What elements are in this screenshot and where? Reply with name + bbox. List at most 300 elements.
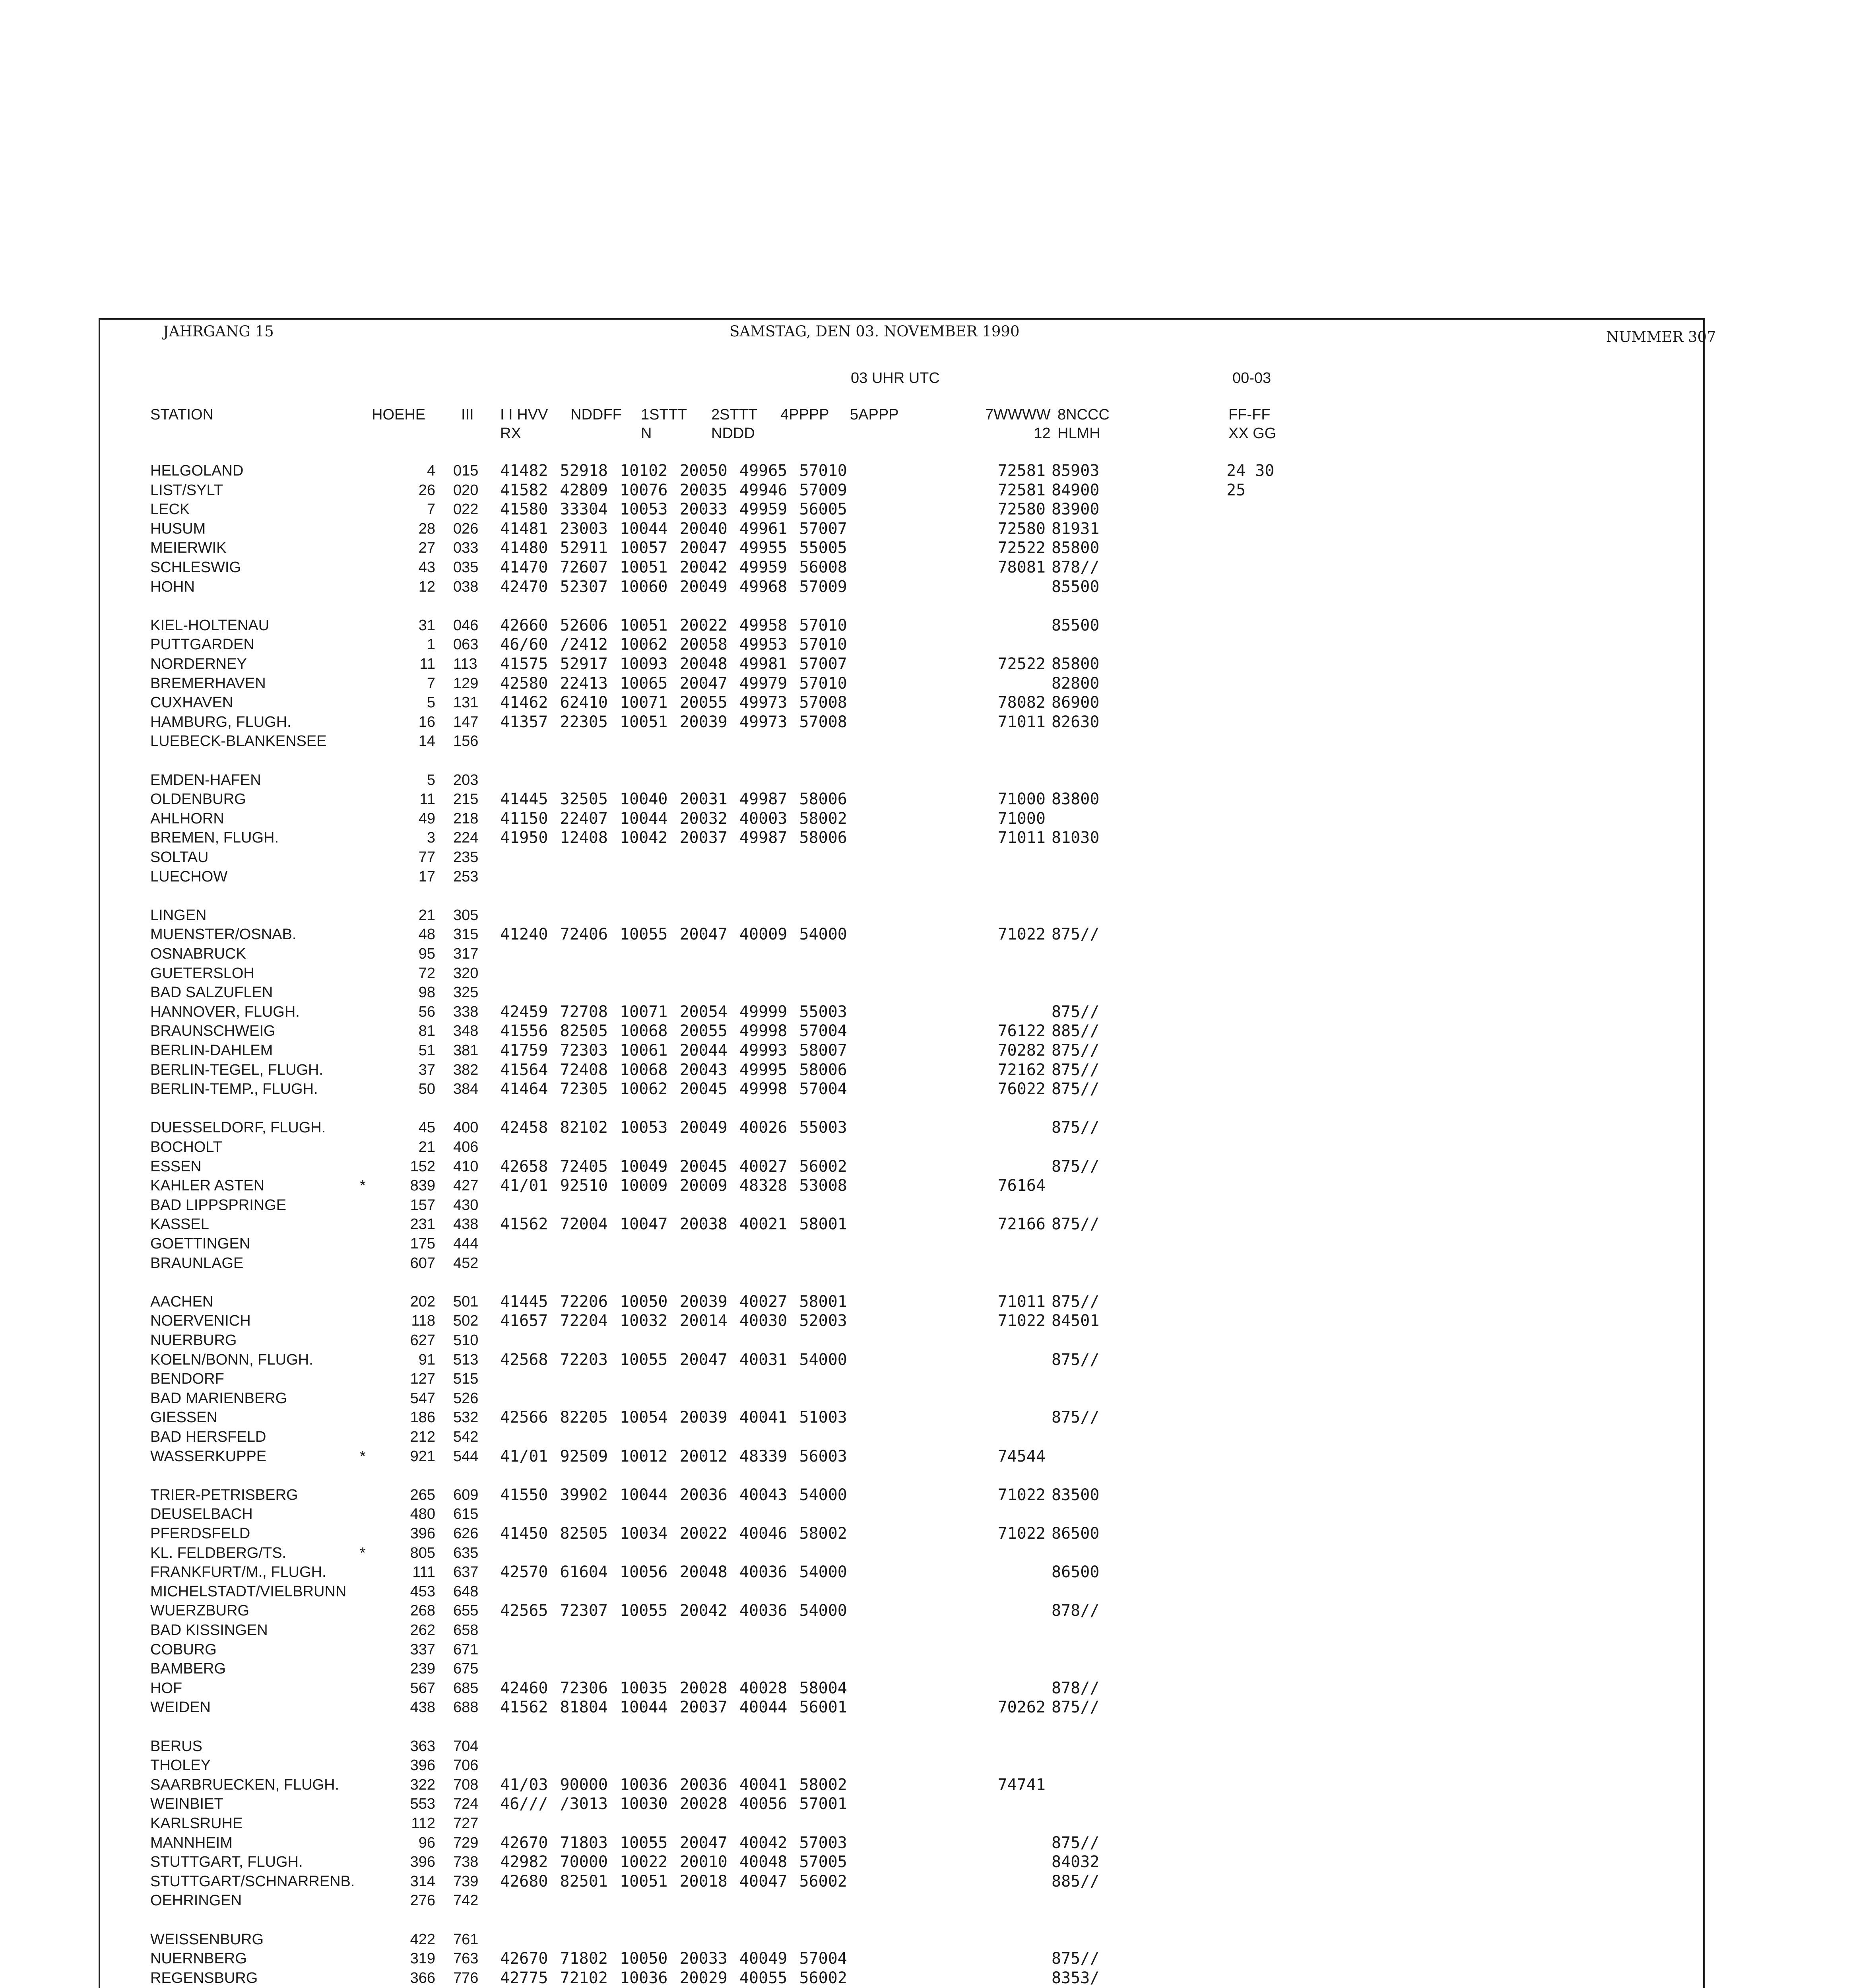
station-height: 21 <box>418 1139 435 1155</box>
station-name: BERUS <box>150 1738 202 1755</box>
cloud-group: 83800 <box>1052 790 1100 809</box>
weather-group: 71022 <box>997 1485 1046 1504</box>
station-name: BAD HERSFELD <box>150 1429 266 1445</box>
station-id: 427 <box>453 1177 479 1194</box>
station-id: 532 <box>453 1409 479 1426</box>
station-height: 480 <box>410 1506 435 1523</box>
weather-group: 72166 <box>997 1215 1046 1234</box>
station-height: 422 <box>410 1931 435 1948</box>
synop-groups: 42458 82102 10053 20049 40026 55003 <box>500 1118 847 1137</box>
station-id: 729 <box>453 1834 479 1851</box>
station-name: AACHEN <box>150 1293 213 1310</box>
station-name: GUETERSLOH <box>150 965 254 982</box>
station-id: 384 <box>453 1081 479 1098</box>
synop-groups: 42570 61604 10056 20048 40036 54000 <box>500 1563 847 1582</box>
station-height: 3 <box>427 829 435 846</box>
cloud-group: 875// <box>1052 1002 1100 1021</box>
station-name: KAHLER ASTEN <box>150 1177 265 1194</box>
station-height: 337 <box>410 1641 435 1658</box>
station-id: 704 <box>453 1738 479 1755</box>
synop-groups: 41470 72607 10051 20042 49959 56008 <box>500 558 847 577</box>
station-name: ESSEN <box>150 1158 202 1175</box>
station-height: 118 <box>411 1312 435 1330</box>
station-id: 338 <box>453 1003 479 1020</box>
time-range-label: 00-03 <box>1232 370 1271 386</box>
station-name: DUESSELDORF, FLUGH. <box>150 1119 326 1136</box>
station-height: 202 <box>410 1293 435 1310</box>
station-name: LECK <box>150 501 190 518</box>
synop-groups: 42580 22413 10065 20047 49979 57010 <box>500 674 847 693</box>
station-id: 317 <box>453 945 479 962</box>
station-name: BERLIN-DAHLEM <box>150 1042 273 1059</box>
synop-groups: 41150 22407 10044 20032 40003 58002 <box>500 809 847 828</box>
station-height: 567 <box>410 1679 435 1697</box>
synop-groups: 41950 12408 10042 20037 49987 58006 <box>500 829 847 847</box>
synop-groups: 41481 23003 10044 20040 49961 57007 <box>500 519 847 538</box>
station-name: KOELN/BONN, FLUGH. <box>150 1351 313 1368</box>
synop-groups: 42680 82501 10051 20018 40047 56002 <box>500 1872 847 1891</box>
station-id: 253 <box>453 868 479 885</box>
station-id: 742 <box>453 1892 479 1909</box>
station-id: 648 <box>453 1583 479 1600</box>
station-height: 268 <box>410 1602 435 1619</box>
synop-groups: 41482 52918 10102 20050 49965 57010 <box>500 462 847 480</box>
col-hoehe: HOEHE <box>372 406 426 423</box>
station-height: 366 <box>410 1969 435 1986</box>
station-name: LUEBECK-BLANKENSEE <box>150 733 327 750</box>
weather-group: 74741 <box>997 1775 1046 1794</box>
station-name: WEINBIET <box>150 1796 223 1813</box>
cloud-group: 83900 <box>1052 500 1100 519</box>
station-id: 224 <box>453 829 479 846</box>
station-height: 186 <box>410 1409 435 1426</box>
cloud-group: 8353/ <box>1052 1969 1100 1987</box>
synop-groups: 41240 72406 10055 20047 40009 54000 <box>500 925 847 944</box>
cloud-group: 885// <box>1052 1872 1100 1891</box>
cloud-group: 875// <box>1052 1350 1100 1369</box>
weather-group: 71000 <box>997 790 1046 809</box>
station-id: 510 <box>453 1332 479 1349</box>
col-2sttt: 2STTT NDDD <box>711 406 758 442</box>
synop-groups: 41445 32505 10040 20031 49987 58006 <box>500 790 847 809</box>
station-id: 501 <box>453 1293 479 1310</box>
station-name: BREMERHAVEN <box>150 675 266 692</box>
station-height: 322 <box>410 1776 435 1793</box>
station-id: 215 <box>453 791 479 808</box>
station-name: PUTTGARDEN <box>150 636 254 653</box>
station-height: 14 <box>418 733 435 750</box>
station-id: 706 <box>453 1757 479 1774</box>
station-height: 26 <box>418 481 435 499</box>
col-nddff: NDDFF <box>570 406 622 423</box>
synop-groups: 41562 72004 10047 20038 40021 58001 <box>500 1215 847 1234</box>
station-id: 763 <box>453 1950 479 1967</box>
cloud-group: 875// <box>1052 1949 1100 1968</box>
station-name: BRAUNLAGE <box>150 1254 244 1272</box>
synop-groups: 42568 72203 10055 20047 40031 54000 <box>500 1350 847 1369</box>
station-id: 671 <box>453 1641 479 1658</box>
station-name: BAD KISSINGEN <box>150 1622 268 1639</box>
station-height: 805 <box>410 1544 435 1561</box>
station-name: DEUSELBACH <box>150 1506 253 1523</box>
station-name: BAD LIPPSPRINGE <box>150 1196 287 1213</box>
station-height: 265 <box>410 1486 435 1503</box>
cloud-group: 875// <box>1052 1080 1100 1099</box>
synop-groups: 42775 72102 10036 20029 40055 56002 <box>500 1969 847 1987</box>
station-id: 147 <box>453 713 479 730</box>
station-height: 212 <box>410 1429 435 1445</box>
synop-groups: 41556 82505 10068 20055 49998 57004 <box>500 1022 847 1041</box>
station-height: 95 <box>418 945 435 962</box>
station-id: 113 <box>453 656 477 672</box>
station-name: GIESSEN <box>150 1409 217 1426</box>
station-name: KL. FELDBERG/TS. <box>150 1544 287 1561</box>
synop-groups: 41575 52917 10093 20048 49981 57007 <box>500 655 847 673</box>
station-height: 396 <box>410 1757 435 1774</box>
weather-group: 71011 <box>997 1292 1046 1311</box>
weather-group: 76164 <box>997 1176 1046 1195</box>
station-name: MANNHEIM <box>150 1834 233 1851</box>
station-id: 046 <box>453 617 479 634</box>
station-name: HANNOVER, FLUGH. <box>150 1003 300 1020</box>
utc-label: 03 UHR UTC <box>851 370 940 386</box>
col-1sttt: 1STTT N <box>641 406 687 442</box>
station-name: MEIERWIK <box>150 540 227 557</box>
station-height: 77 <box>418 849 435 866</box>
weather-group: 71011 <box>997 712 1046 731</box>
station-height: 5 <box>427 771 435 788</box>
station-name: HOHN <box>150 578 195 595</box>
station-name: LIST/SYLT <box>150 481 223 499</box>
station-id: 315 <box>453 926 479 943</box>
station-id: 513 <box>453 1351 479 1368</box>
station-name: GOETTINGEN <box>150 1235 250 1252</box>
station-name: SCHLESWIG <box>150 559 241 576</box>
mountain-marker: * <box>360 1448 366 1465</box>
synop-groups: 42460 72306 10035 20028 40028 58004 <box>500 1679 847 1697</box>
station-height: 11 <box>419 791 435 808</box>
weather-group: 70282 <box>997 1041 1046 1060</box>
station-height: 314 <box>410 1873 435 1890</box>
station-height: 12 <box>418 578 435 595</box>
cloud-group: 85800 <box>1052 539 1100 557</box>
station-id: 218 <box>453 810 479 827</box>
station-id: 235 <box>453 849 479 866</box>
station-height: 51 <box>418 1042 435 1059</box>
cloud-group: 875// <box>1052 1060 1100 1079</box>
station-id: 452 <box>453 1254 479 1272</box>
station-id: 320 <box>453 965 479 982</box>
station-height: 553 <box>410 1796 435 1813</box>
col-4pppp: 4PPPP <box>780 406 829 423</box>
volume-label: JAHRGANG 15 <box>163 323 274 340</box>
station-id: 675 <box>453 1660 479 1677</box>
synop-groups: 41/01 92509 10012 20012 48339 56003 <box>500 1447 847 1466</box>
station-height: 438 <box>410 1699 435 1716</box>
station-height: 547 <box>410 1390 435 1407</box>
synop-groups: 41657 72204 10032 20014 40030 52003 <box>500 1312 847 1330</box>
synop-groups: 41550 39902 10044 20036 40043 54000 <box>500 1485 847 1504</box>
station-id: 544 <box>453 1448 479 1465</box>
weather-group: 76122 <box>997 1022 1046 1041</box>
cloud-group: 878// <box>1052 1679 1100 1697</box>
station-height: 5 <box>427 694 435 711</box>
cloud-group: 875// <box>1052 1292 1100 1311</box>
station-height: 157 <box>410 1196 435 1213</box>
station-height: 262 <box>410 1622 435 1639</box>
station-id: 502 <box>453 1312 479 1330</box>
station-id: 156 <box>453 733 479 750</box>
station-name: COBURG <box>150 1641 217 1658</box>
station-name: WEISSENBURG <box>150 1931 264 1948</box>
station-height: 231 <box>410 1216 435 1233</box>
col-iii: III <box>461 406 474 423</box>
synop-groups: 41564 72408 10068 20043 49995 58006 <box>500 1060 847 1079</box>
station-name: LUECHOW <box>150 868 228 885</box>
cloud-group: 84501 <box>1052 1312 1100 1330</box>
station-id: 776 <box>453 1969 479 1986</box>
station-name: AHLHORN <box>150 810 224 827</box>
cloud-group: 878// <box>1052 558 1100 577</box>
station-name: WEIDEN <box>150 1699 211 1716</box>
cloud-group: 875// <box>1052 1698 1100 1717</box>
station-height: 56 <box>418 1003 435 1020</box>
station-id: 609 <box>453 1486 479 1503</box>
station-height: 175 <box>410 1235 435 1252</box>
station-height: 81 <box>418 1023 435 1040</box>
synop-groups: 41480 52911 10057 20047 49955 55005 <box>500 539 847 557</box>
station-height: 96 <box>418 1834 435 1851</box>
station-name: WUERZBURG <box>150 1602 250 1619</box>
station-id: 688 <box>453 1699 479 1716</box>
station-name: LINGEN <box>150 907 207 924</box>
station-height: 607 <box>410 1254 435 1272</box>
station-id: 410 <box>453 1158 479 1175</box>
station-name: BENDORF <box>150 1371 224 1388</box>
station-name: OEHRINGEN <box>150 1892 242 1909</box>
station-id: 708 <box>453 1776 479 1793</box>
weather-group: 72162 <box>997 1060 1046 1079</box>
station-height: 48 <box>418 926 435 943</box>
station-name: SAARBRUECKEN, FLUGH. <box>150 1776 340 1793</box>
mountain-marker: * <box>360 1544 366 1561</box>
cloud-group: 82800 <box>1052 674 1100 693</box>
station-name: BOCHOLT <box>150 1139 222 1155</box>
station-height: 72 <box>418 965 435 982</box>
mountain-marker: * <box>360 1177 366 1194</box>
station-id: 035 <box>453 559 479 576</box>
station-height: 28 <box>418 520 435 537</box>
synop-groups: 42982 70000 10022 20010 40048 57005 <box>500 1853 847 1872</box>
station-name: TRIER-PETRISBERG <box>150 1486 298 1503</box>
col-station: STATION <box>150 406 214 423</box>
station-height: 627 <box>410 1332 435 1349</box>
weather-group: 72522 <box>997 655 1046 673</box>
station-name: THOLEY <box>150 1757 211 1774</box>
station-name: PFERDSFELD <box>150 1525 250 1542</box>
cloud-group: 875// <box>1052 1041 1100 1060</box>
col-8nccc: 8NCCC HLMH <box>1057 406 1110 442</box>
weather-group: 72580 <box>997 519 1046 538</box>
col-7wwww: 7WWWW 12 <box>985 406 1051 442</box>
weather-group: 78081 <box>997 558 1046 577</box>
table-frame <box>99 318 1705 1988</box>
cloud-group: 875// <box>1052 1157 1100 1176</box>
station-name: REGENSBURG <box>150 1969 258 1986</box>
station-name: OSNABRUCK <box>150 945 246 962</box>
synop-groups: 42660 52606 10051 20022 49958 57010 <box>500 616 847 635</box>
synop-groups: 46/// /3013 10030 20028 40056 57001 <box>500 1795 847 1813</box>
cloud-group: 85500 <box>1052 616 1100 635</box>
station-height: 921 <box>410 1448 435 1465</box>
weather-group: 72522 <box>997 539 1046 557</box>
station-id: 381 <box>453 1042 479 1059</box>
station-id: 724 <box>453 1796 479 1813</box>
cloud-group: 83500 <box>1052 1485 1100 1504</box>
station-id: 637 <box>453 1564 479 1581</box>
station-name: NUERBURG <box>150 1332 237 1349</box>
station-height: 453 <box>410 1583 435 1600</box>
weather-group: 71022 <box>997 1312 1046 1330</box>
weather-group: 78082 <box>997 693 1046 712</box>
station-id: 739 <box>453 1873 479 1890</box>
cloud-group: 885// <box>1052 1022 1100 1041</box>
station-height: 17 <box>418 868 435 885</box>
station-height: 7 <box>427 675 435 692</box>
station-name: HOF <box>150 1679 182 1697</box>
synop-groups: 41450 82505 10034 20022 40046 58002 <box>500 1524 847 1543</box>
date-label: SAMSTAG, DEN 03. NOVEMBER 1990 <box>730 323 1020 340</box>
gust-group: 25 <box>1226 481 1246 499</box>
cloud-group: 86500 <box>1052 1563 1100 1582</box>
station-id: 615 <box>453 1506 479 1523</box>
synop-groups: 41445 72206 10050 20039 40027 58001 <box>500 1292 847 1311</box>
col-5appp: 5APPP <box>850 406 899 423</box>
station-id: 305 <box>453 907 479 924</box>
station-height: 27 <box>418 540 435 557</box>
station-height: 396 <box>410 1525 435 1542</box>
station-name: WASSERKUPPE <box>150 1448 267 1465</box>
weather-group: 71022 <box>997 925 1046 944</box>
station-height: 16 <box>418 713 435 730</box>
station-height: 45 <box>418 1119 435 1136</box>
synop-groups: 42565 72307 10055 20042 40036 54000 <box>500 1602 847 1620</box>
station-name: NOERVENICH <box>150 1312 251 1330</box>
station-id: 325 <box>453 984 479 1001</box>
weather-group: 70262 <box>997 1698 1046 1717</box>
station-name: BRAUNSCHWEIG <box>150 1023 276 1040</box>
station-name: BERLIN-TEMP., FLUGH. <box>150 1081 318 1098</box>
weather-group: 72581 <box>997 462 1046 480</box>
weather-group: 74544 <box>997 1447 1046 1466</box>
station-name: NORDERNEY <box>150 656 247 672</box>
synop-groups: 41464 72305 10062 20045 49998 57004 <box>500 1080 847 1099</box>
issue-number: NUMMER 307 <box>1606 328 1716 346</box>
station-id: 406 <box>453 1139 479 1155</box>
station-height: 37 <box>418 1061 435 1078</box>
station-id: 526 <box>453 1390 479 1407</box>
station-id: 015 <box>453 462 479 479</box>
station-height: 127 <box>410 1371 435 1388</box>
station-height: 49 <box>418 810 435 827</box>
cloud-group: 875// <box>1052 925 1100 944</box>
station-id: 685 <box>453 1679 479 1697</box>
cloud-group: 85903 <box>1052 462 1100 480</box>
station-id: 626 <box>453 1525 479 1542</box>
weather-group: 71022 <box>997 1524 1046 1543</box>
station-name: KASSEL <box>150 1216 209 1233</box>
station-height: 276 <box>410 1892 435 1909</box>
station-id: 063 <box>453 636 479 653</box>
station-id: 382 <box>453 1061 479 1078</box>
cloud-group: 878// <box>1052 1602 1100 1620</box>
station-name: MICHELSTADT/VIELBRUNN <box>150 1583 347 1600</box>
cloud-group: 875// <box>1052 1118 1100 1137</box>
synop-groups: 41759 72303 10061 20044 49993 58007 <box>500 1041 847 1060</box>
station-id: 542 <box>453 1429 479 1445</box>
station-id: 129 <box>453 675 479 692</box>
synop-groups: 46/60 /2412 10062 20058 49953 57010 <box>500 635 847 654</box>
synop-groups: 42658 72405 10049 20045 40027 56002 <box>500 1157 847 1176</box>
station-id: 400 <box>453 1119 479 1136</box>
station-height: 112 <box>411 1815 435 1832</box>
station-height: 31 <box>418 617 435 634</box>
station-name: MUENSTER/OSNAB. <box>150 926 297 943</box>
station-name: HELGOLAND <box>150 462 244 479</box>
station-id: 761 <box>453 1931 479 1948</box>
cloud-group: 85800 <box>1052 655 1100 673</box>
synop-groups: 41580 33304 10053 20033 49959 56005 <box>500 500 847 519</box>
station-id: 655 <box>453 1602 479 1619</box>
cloud-group: 875// <box>1052 1408 1100 1427</box>
station-name: SOLTAU <box>150 849 209 866</box>
cloud-group: 875// <box>1052 1833 1100 1852</box>
station-id: 727 <box>453 1815 479 1832</box>
station-id: 430 <box>453 1196 479 1213</box>
station-name: BREMEN, FLUGH. <box>150 829 279 846</box>
station-id: 738 <box>453 1854 479 1871</box>
station-id: 658 <box>453 1622 479 1639</box>
station-name: CUXHAVEN <box>150 694 233 711</box>
synop-groups: 41462 62410 10071 20055 49973 57008 <box>500 693 847 712</box>
station-height: 91 <box>418 1351 435 1368</box>
station-height: 396 <box>410 1854 435 1871</box>
weather-group: 72580 <box>997 500 1046 519</box>
synop-groups: 41/01 92510 10009 20009 48328 53008 <box>500 1176 847 1195</box>
synop-groups: 41/03 90000 10036 20036 40041 58002 <box>500 1775 847 1794</box>
station-id: 033 <box>453 540 479 557</box>
station-height: 319 <box>410 1950 435 1967</box>
station-id: 438 <box>453 1216 479 1233</box>
station-name: BAD SALZUFLEN <box>150 984 273 1001</box>
station-id: 444 <box>453 1235 479 1252</box>
station-name: OLDENBURG <box>150 791 246 808</box>
station-height: 152 <box>410 1158 435 1175</box>
station-name: FRANKFURT/M., FLUGH. <box>150 1564 326 1581</box>
gust-group: 24 30 <box>1226 462 1275 480</box>
weather-group: 71011 <box>997 829 1046 847</box>
weather-group: 76022 <box>997 1080 1046 1099</box>
synop-groups: 42670 71802 10050 20033 40049 57004 <box>500 1949 847 1968</box>
station-id: 022 <box>453 501 479 518</box>
weather-group: 72581 <box>997 481 1046 499</box>
synop-groups: 41357 22305 10051 20039 49973 57008 <box>500 712 847 731</box>
weather-group: 71000 <box>997 809 1046 828</box>
station-name: STUTTGART, FLUGH. <box>150 1854 303 1871</box>
station-name: KIEL-HOLTENAU <box>150 617 270 634</box>
station-height: 21 <box>418 907 435 924</box>
cloud-group: 84900 <box>1052 481 1100 499</box>
